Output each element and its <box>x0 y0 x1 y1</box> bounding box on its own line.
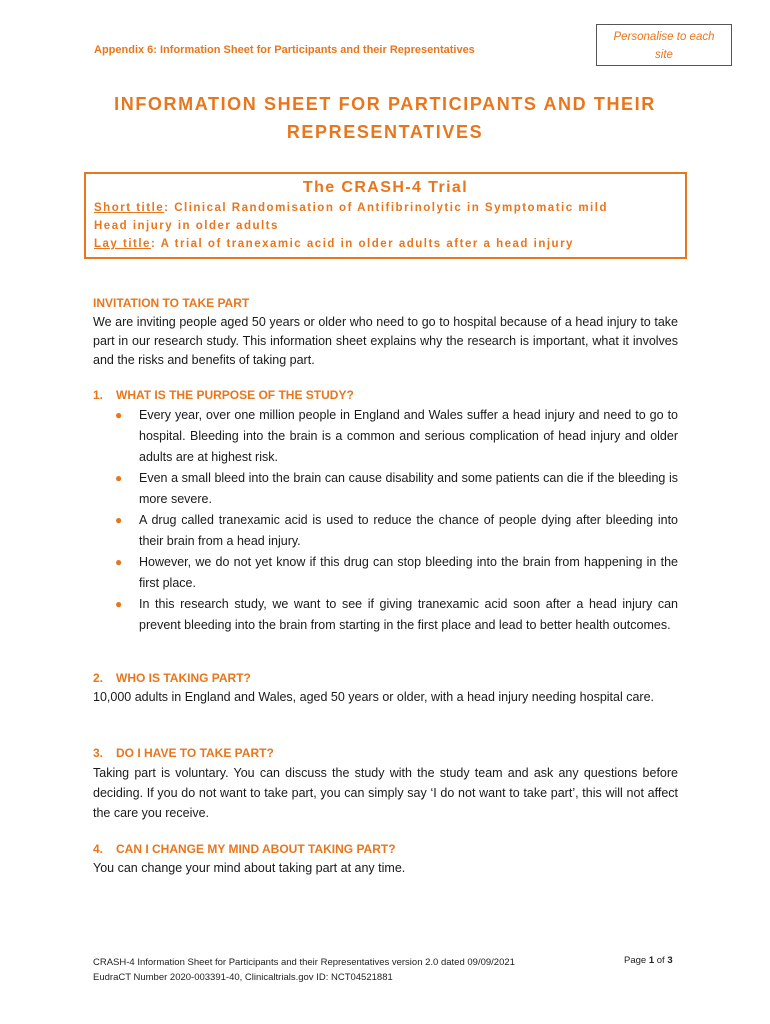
page-prefix: Page <box>624 955 649 966</box>
section-number: 3. <box>93 746 104 760</box>
personalise-line-1: Personalise to each <box>613 31 715 43</box>
short-title-label: Short title <box>94 202 165 214</box>
bullet-text: Even a small bleed into the brain can cause disability and some patients can die if the bleeding is more severe. <box>139 471 678 506</box>
page-number <box>624 955 673 966</box>
purpose-bullet-list <box>93 405 678 636</box>
trial-name: The CRASH-4 Trial <box>302 179 469 196</box>
bullet-text: Every year, over one million people in England and Wales suffer a head injury and need to go to hospital. Bleeding into the brain is a common and serious complication of head injury and older adults are at highest risk. <box>139 408 678 464</box>
list-item <box>93 405 678 468</box>
page-of: of <box>654 955 668 966</box>
section-title: DO I HAVE TO TAKE PART? <box>116 746 274 760</box>
section-title: CAN I CHANGE MY MIND ABOUT TAKING PART? <box>116 842 396 856</box>
lay-title-text: : A trial of tranexamic acid in older adults after a head injury <box>150 238 574 250</box>
bullet-icon: ● <box>115 513 123 527</box>
section-heading <box>93 840 678 859</box>
bullet-text: However, we do not yet know if this drug can stop bleeding into the brain from happening in the first place. <box>139 555 678 590</box>
section-text: You can change your mind about taking part at any time. <box>93 861 406 875</box>
footer-version: CRASH-4 Information Sheet for Participants and their Representatives version 2.0 dated 09/09/2021 <box>93 957 515 968</box>
short-title-continued: Head injury in older adults <box>94 220 279 232</box>
section-text: 10,000 adults in England and Wales, aged 50 years or older, with a head injury needing hospital care. <box>93 690 655 704</box>
section-title: WHO IS TAKING PART? <box>116 671 251 685</box>
section-heading <box>93 386 678 405</box>
invitation-text: We are inviting people aged 50 years or older who need to go to hospital because of a head injury to take part in our research study. This information sheet explains why the research is important, what it involves and the risks and benefits of taking part. <box>93 315 678 367</box>
page-current: 1 <box>648 955 655 966</box>
section-purpose <box>93 386 678 636</box>
bullet-text: A drug called tranexamic acid is used to reduce the chance of people dying after bleeding into their brain from a head injury. <box>139 513 678 548</box>
footer-ids: EudraCT Number 2020-003391-40, Clinicaltrials.gov ID: NCT04521881 <box>93 972 393 983</box>
section-who <box>93 669 678 707</box>
section-text: Taking part is voluntary. You can discuss the study with the study team and ask any questions before deciding. If you do not want to take part, you can simply say ‘I do not want to take part’, this will not affect the care you receive. <box>93 766 678 820</box>
appendix-header: Appendix 6: Information Sheet for Participants and their Representatives <box>94 44 475 56</box>
section-number: 4. <box>93 842 104 856</box>
personalise-line-2: site <box>655 49 673 61</box>
bullet-icon: ● <box>115 555 123 569</box>
list-item <box>93 594 678 636</box>
list-item <box>93 468 678 510</box>
section-heading <box>93 744 678 763</box>
page-title-line-2: REPRESENTATIVES <box>286 122 484 142</box>
lay-title-label: Lay title <box>94 238 151 250</box>
section-change-mind <box>93 840 678 878</box>
list-item <box>93 510 678 552</box>
page-title <box>60 90 710 146</box>
invitation-heading: INVITATION TO TAKE PART <box>93 296 250 310</box>
lay-title <box>94 235 677 253</box>
section-heading <box>93 669 678 688</box>
page-title-line-1: INFORMATION SHEET FOR PARTICIPANTS AND THEIR <box>114 94 656 114</box>
footer-info <box>93 955 515 985</box>
list-item <box>93 552 678 594</box>
page-total: 3 <box>667 955 673 966</box>
invitation-section <box>93 294 678 370</box>
section-take-part <box>93 744 678 823</box>
section-number: 2. <box>93 671 104 685</box>
bullet-icon: ● <box>115 408 123 422</box>
bullet-icon: ● <box>115 471 123 485</box>
bullet-text: In this research study, we want to see if giving tranexamic acid soon after a head injury can prevent bleeding into the brain from starting in the first place and lead to better health outcomes. <box>139 597 678 632</box>
personalise-note <box>596 24 732 66</box>
bullet-icon: ● <box>115 597 123 611</box>
section-title: WHAT IS THE PURPOSE OF THE STUDY? <box>116 388 354 402</box>
section-number: 1. <box>93 388 104 402</box>
short-title <box>94 199 677 217</box>
short-title-text-1: : Clinical Randomisation of Antifibrinolytic in Symptomatic mild <box>164 202 608 214</box>
trial-box <box>84 172 687 259</box>
